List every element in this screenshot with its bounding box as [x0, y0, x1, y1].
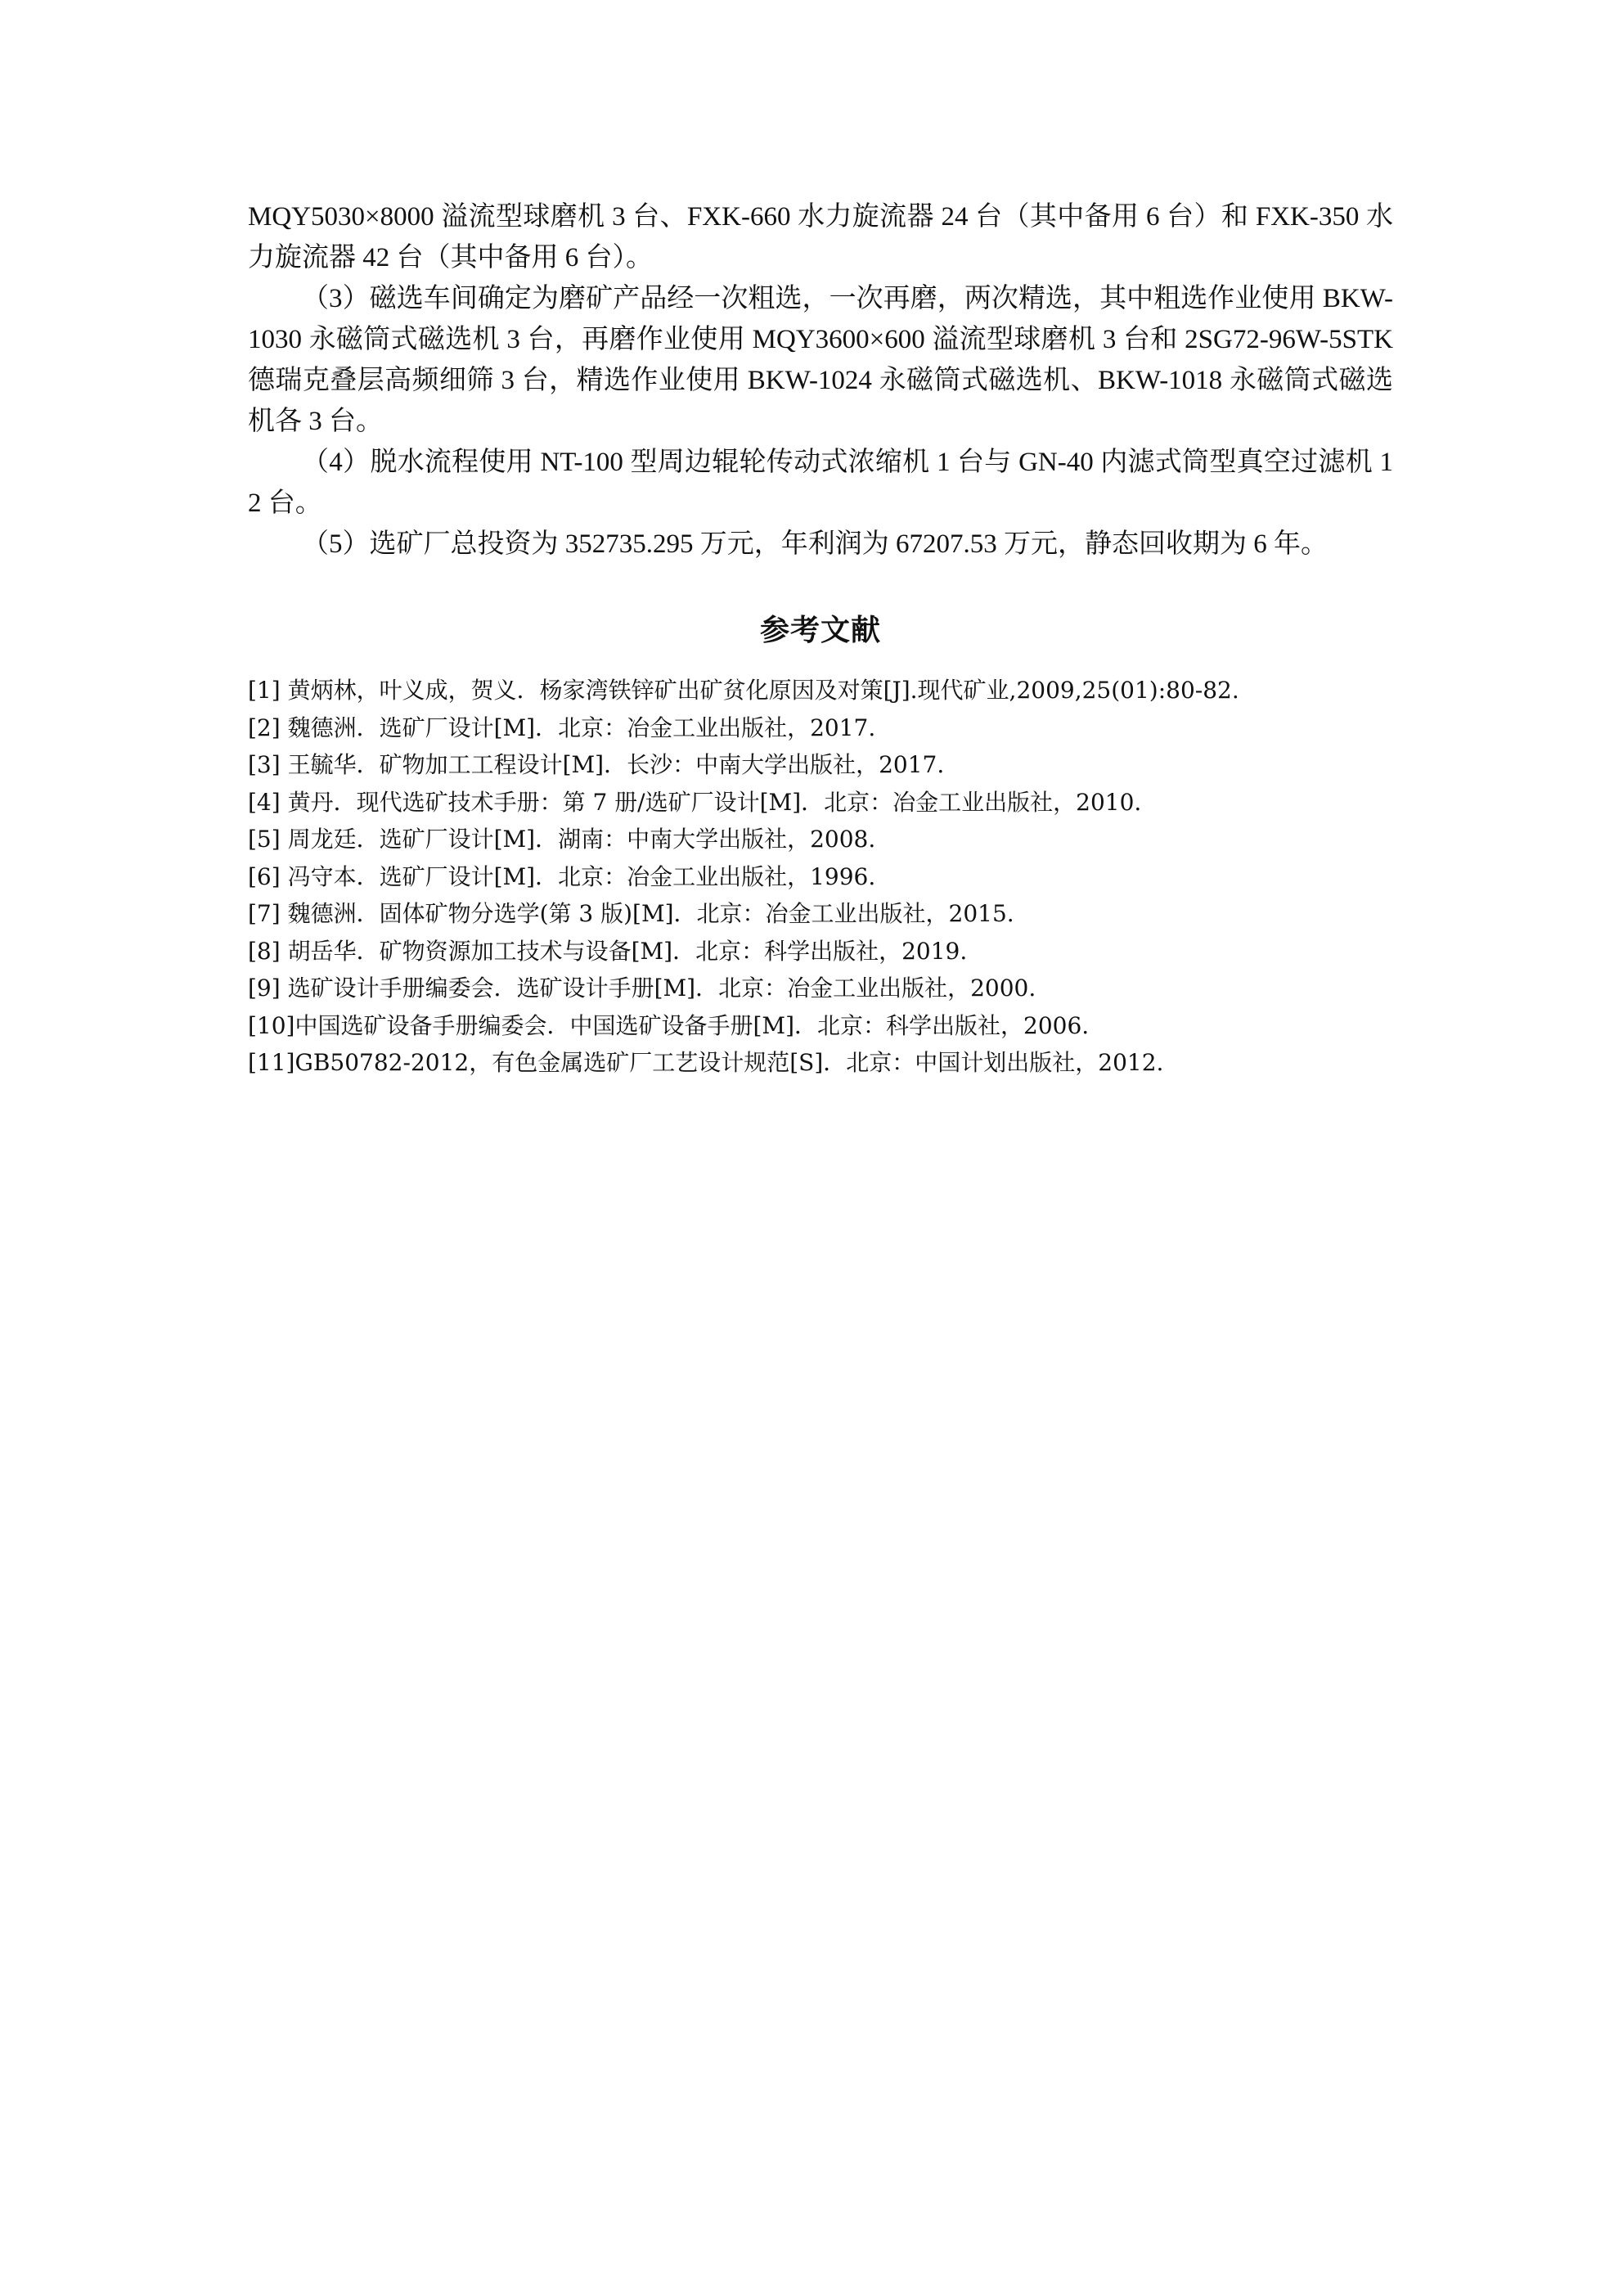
- reference-number: [8]: [248, 937, 288, 965]
- reference-item: [248, 672, 1393, 709]
- reference-item: [248, 709, 1393, 747]
- paragraph-investment: （5）选矿厂总投资为 352735.295 万元，年利润为 67207.53 万元，静态回收期为 6 年。: [302, 529, 1328, 559]
- reference-text: GB50782-2012，有色金属选矿厂工艺设计规范[S]．北京：中国计划出版社，2012.: [294, 1049, 1164, 1076]
- reference-text: 胡岳华．矿物资源加工技术与设备[M]．北京：科学出版社，2019.: [287, 937, 968, 965]
- reference-item: [248, 1044, 1393, 1082]
- body-text: [248, 196, 1393, 565]
- references-heading: 参考文献: [759, 614, 881, 647]
- reference-text: 魏德洲．固体矿物分选学(第 3 版)[M]．北京：冶金工业出版社，2015.: [287, 900, 1014, 927]
- reference-item: [248, 933, 1393, 970]
- reference-text: 周龙廷．选矿厂设计[M]．湖南：中南大学出版社，2008.: [287, 826, 876, 853]
- reference-text: 王毓华．矿物加工工程设计[M]．长沙：中南大学出版社，2017.: [287, 751, 945, 778]
- document-page: [248, 196, 1393, 1082]
- paragraph-equipment-continued: MQY5030×8000 溢流型球磨机 3 台、FXK-660 水力旋流器 24 台（其中备用 6 台）和 FXK-350 水力旋流器 42 台（其中备用 6 台）。: [248, 202, 1393, 272]
- reference-number: [11]: [248, 1049, 295, 1076]
- reference-text: 魏德洲．选矿厂设计[M]．北京：冶金工业出版社，2017.: [287, 714, 876, 741]
- reference-item: [248, 858, 1393, 896]
- reference-text: 冯守本．选矿厂设计[M]．北京：冶金工业出版社，1996.: [287, 862, 876, 890]
- reference-item: [248, 784, 1393, 822]
- reference-text: 中国选矿设备手册编委会．中国选矿设备手册[M]．北京：科学出版社，2006.: [294, 1011, 1090, 1039]
- reference-number: [1]: [248, 677, 288, 704]
- reference-item: [248, 1007, 1393, 1045]
- reference-item: [248, 895, 1393, 933]
- reference-text: 黄炳林，叶义成，贺义．杨家湾铁锌矿出矿贫化原因及对策[J].现代矿业,2009,25(01):80-82.: [287, 677, 1239, 704]
- reference-text: 黄丹．现代选矿技术手册：第 7 册/选矿厂设计[M]．北京：冶金工业出版社，2010.: [287, 788, 1142, 816]
- reference-text: 选矿设计手册编委会．选矿设计手册[M]．北京：冶金工业出版社，2000.: [287, 975, 1036, 1002]
- reference-number: [2]: [248, 714, 288, 741]
- reference-item: [248, 821, 1393, 858]
- paragraph-dewatering: （4）脱水流程使用 NT-100 型周边辊轮传动式浓缩机 1 台与 GN-40 内滤式筒型真空过滤机 12 台。: [248, 448, 1393, 518]
- reference-number: [9]: [248, 975, 288, 1002]
- reference-list: [248, 672, 1393, 1082]
- reference-number: [10]: [248, 1011, 295, 1039]
- reference-number: [7]: [248, 900, 288, 927]
- reference-number: [6]: [248, 862, 288, 890]
- reference-item: [248, 746, 1393, 784]
- reference-item: [248, 970, 1393, 1007]
- paragraph-magnetic-separation: （3）磁选车间确定为磨矿产品经一次粗选，一次再磨，两次精选，其中粗选作业使用 BKW-1030 永磁筒式磁选机 3 台，再磨作业使用 MQY3600×600 溢流型球磨机 3 台和 2SG72-96W-5STK 德瑞克叠层高频细筛 3 台，精选作业使用 BKW-1024 永磁筒式磁选机、BKW-1018 永磁筒式磁选机各 3 台。: [248, 284, 1393, 436]
- reference-number: [5]: [248, 826, 288, 853]
- reference-number: [3]: [248, 751, 288, 778]
- reference-number: [4]: [248, 788, 288, 816]
